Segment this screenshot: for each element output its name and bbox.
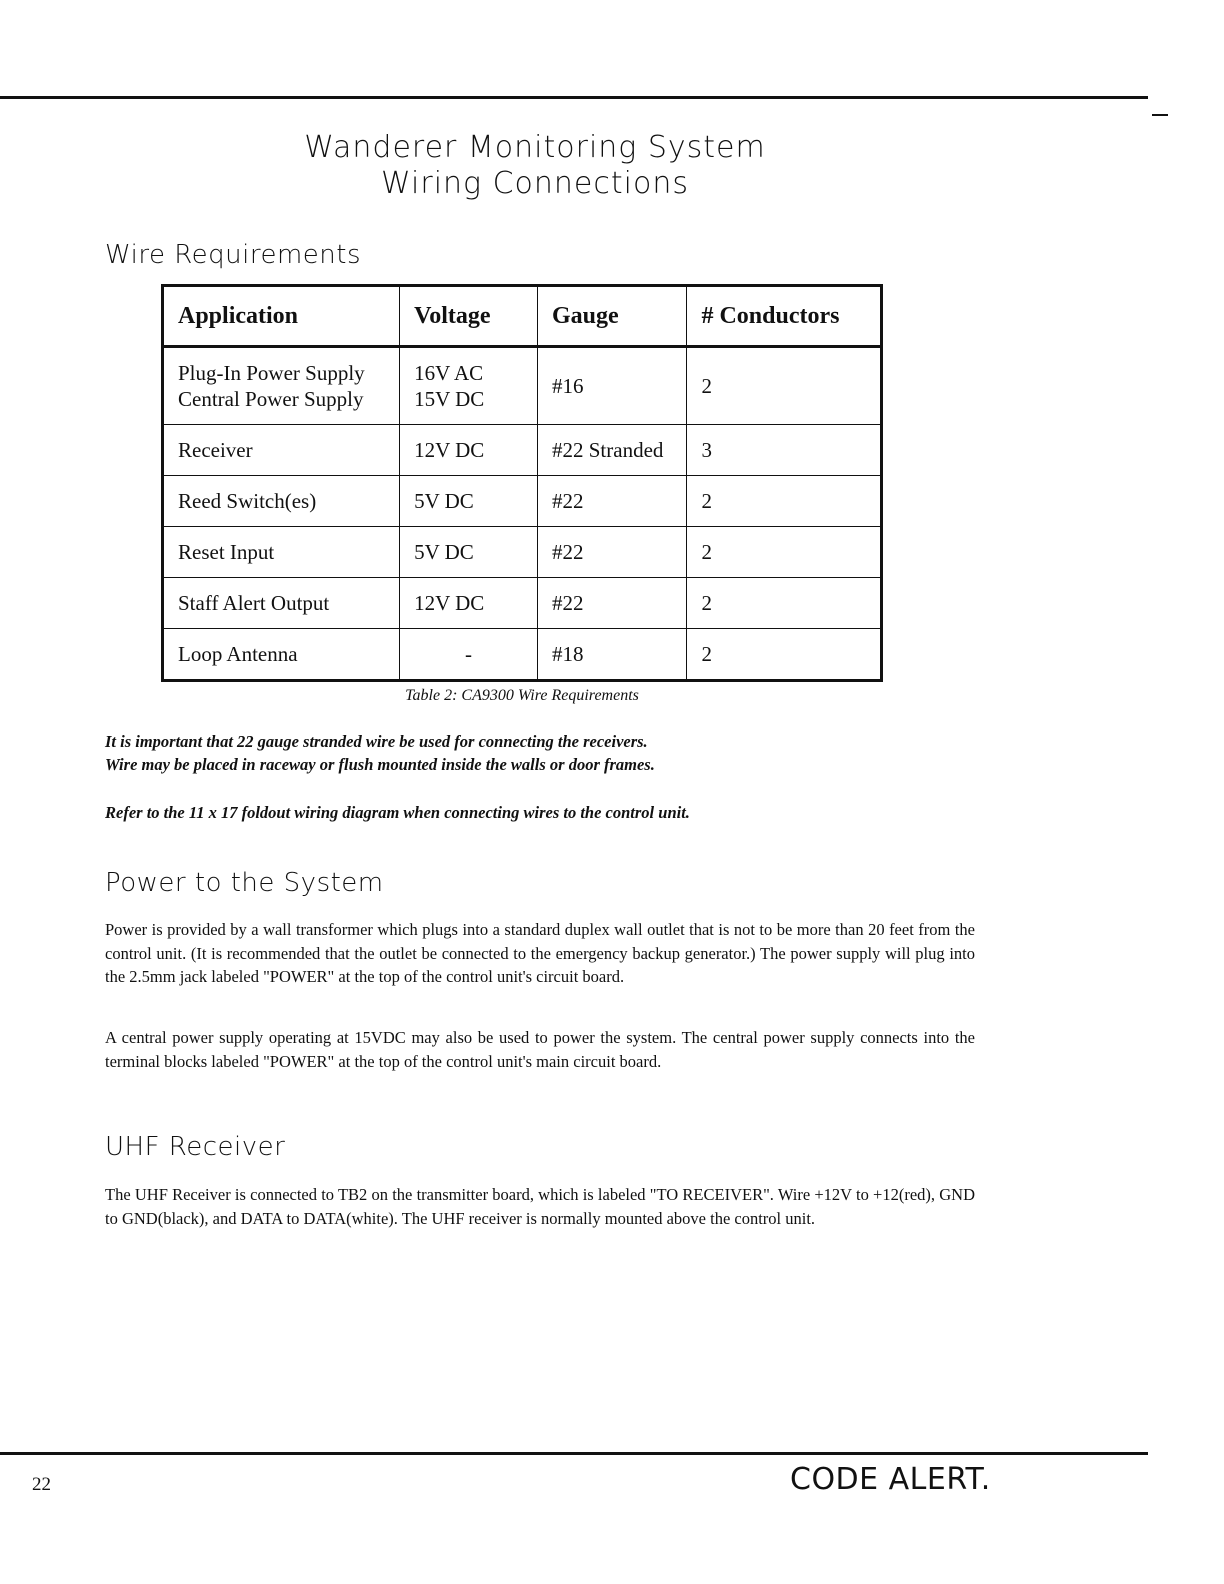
cell-application: Reset Input [163,527,400,578]
cell-gauge: #22 Stranded [538,425,687,476]
cell-voltage: 12V DC [400,425,538,476]
cell-voltage-line: 16V AC [414,361,484,385]
table-row [163,425,882,476]
cell-voltage: 12V DC [400,578,538,629]
important-note-line: Wire may be placed in raceway or flush mounted inside the walls or door frames. [105,755,655,774]
section-heading-power: Power to the System [105,868,384,898]
column-header-conductors: # Conductors [687,286,882,347]
section-heading-uhf-receiver: UHF Receiver [105,1132,286,1162]
cell-voltage: 5V DC [400,527,538,578]
cell-gauge: #22 [538,578,687,629]
cell-application [163,347,400,425]
table-row [163,578,882,629]
table-row [163,527,882,578]
column-header-gauge: Gauge [538,286,687,347]
column-header-voltage: Voltage [400,286,538,347]
code-alert-logo: CODE ALERT. [790,1462,991,1497]
table-row [163,629,882,681]
table-caption: Table 2: CA9300 Wire Requirements [405,687,639,704]
table-row [163,476,882,527]
page-title-line1: Wanderer Monitoring System [304,130,766,165]
column-header-application: Application [163,286,400,347]
bottom-rule [0,1452,1148,1455]
important-note-line: It is important that 22 gauge stranded wire be used for connecting the receivers. [105,732,648,751]
cell-conductors: 2 [687,629,882,681]
table-row [163,347,882,425]
refer-note: Refer to the 11 x 17 foldout wiring diagram when connecting wires to the control unit. [105,803,690,822]
cell-conductors: 3 [687,425,882,476]
power-paragraph-1: Power is provided by a wall transformer which plugs into a standard duplex wall outlet that is not to be more than 20 feet from the control unit. (It is recommended that the outlet be connected to the emergency backup generator.) The power supply will plug into the 2.5mm jack labeled "POWER" at the top of the control unit's circuit board. [105,920,975,986]
top-rule-tick [1152,114,1168,116]
cell-application: Staff Alert Output [163,578,400,629]
important-note [105,730,1005,776]
cell-gauge: #22 [538,527,687,578]
section-heading-wire-requirements: Wire Requirements [105,240,361,270]
cell-conductors: 2 [687,578,882,629]
cell-gauge: #16 [538,347,687,425]
cell-voltage-line: 15V DC [414,387,485,411]
cell-gauge: #18 [538,629,687,681]
wire-requirements-table [161,284,883,682]
top-rule [0,96,1148,99]
cell-gauge: #22 [538,476,687,527]
page-number: 22 [32,1474,51,1495]
cell-voltage: 5V DC [400,476,538,527]
cell-application: Receiver [163,425,400,476]
cell-conductors: 2 [687,347,882,425]
page-title [0,130,1070,202]
uhf-paragraph-1: The UHF Receiver is connected to TB2 on the transmitter board, which is labeled "TO RECEIVER". Wire +12V to +12(red), GND to GND(black), and DATA to DATA(white). The UHF receiver is normally mounted above the control unit. [105,1185,975,1228]
page-title-line2: Wiring Connections [381,166,689,201]
cell-conductors: 2 [687,476,882,527]
cell-application: Loop Antenna [163,629,400,681]
cell-conductors: 2 [687,527,882,578]
table-header-row [163,286,882,347]
cell-voltage [400,347,538,425]
cell-application: Reed Switch(es) [163,476,400,527]
cell-application-line: Central Power Supply [178,387,364,411]
cell-application-line: Plug-In Power Supply [178,361,365,385]
cell-voltage: - [400,629,538,681]
power-paragraph-2: A central power supply operating at 15VDC may also be used to power the system. The central power supply connects into the terminal blocks labeled "POWER" at the top of the control unit's main circuit board. [105,1028,975,1071]
